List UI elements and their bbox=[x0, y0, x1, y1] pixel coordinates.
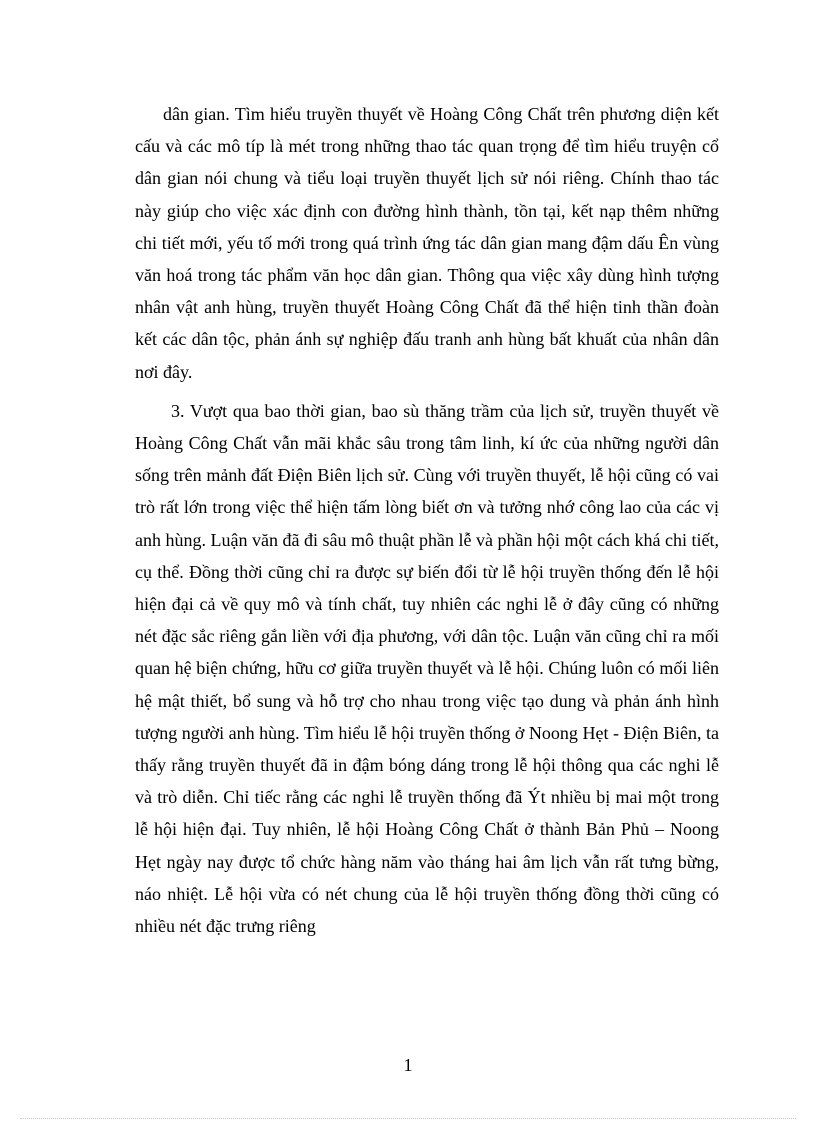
page-number: 1 bbox=[403, 1055, 413, 1075]
paragraph-point-3: 3. Vượt qua bao thời gian, bao sù thăng trầm của lịch sử, truyền thuyết về Hoàng Công Chất vẫn mãi khắc sâu trong tâm linh, kí ức của những người dân sống trên mảnh đất Điện Biên lịch sử. Cùng với truyền thuyết, lễ hội cũng có vai trò rất lớn trong việc thể hiện tấm lòng biết ơn và tưởng nhớ công lao của các vị anh hùng. Luận văn đã đi sâu mô thuật phần lễ và phần hội một cách khá chi tiết, cụ thể. Đồng thời cũng chỉ ra được sự biến đổi từ lễ hội truyền thống đến lễ hội hiện đại cả về quy mô và tính chất, tuy nhiên các nghi lễ ở đây cũng có những nét đặc sắc riêng gắn liền với địa phương, với dân tộc. Luận văn cũng chỉ ra mối quan hệ biện chứng, hữu cơ giữa truyền thuyết và lễ hội. Chúng luôn có mối liên hệ mật thiết, bổ sung và hỗ trợ cho nhau trong việc tạo dung và phản ánh hình tượng người anh hùng. Tìm hiểu lễ hội truyền thống ở Noong Hẹt - Điện Biên, ta thấy rằng truyền thuyết đã in đậm bóng dáng trong lễ hội thông qua các nghi lễ và trò diễn. Chỉ tiếc rằng các nghi lễ truyền thống đã Ýt nhiều bị mai một trong lễ hội hiện đại. Tuy nhiên, lễ hội Hoàng Công Chất ở thành Bản Phủ – Noong Hẹt ngày nay được tổ chức hàng năm vào tháng hai âm lịch vẫn rất tưng bừng, náo nhiệt. Lễ hội vừa có nét chung của lễ hội truyền thống đồng thời cũng có nhiều nét đặc trưng riêng bbox=[135, 400, 719, 937]
paragraph-continuation: dân gian. Tìm hiểu truyền thuyết về Hoàng Công Chất trên phương diện kết cấu và các mô típ là mét trong những thao tác quan trọng để tìm hiểu truyện cổ dân gian nói chung và tiểu loại truyền thuyết lịch sử nói riêng. Chính thao tác này giúp cho việc xác định con đường hình thành, tồn tại, kết nạp thêm những chi tiết mới, yếu tố mới trong quá trình ứng tác dân gian mang đậm dấu Ên vùng văn hoá trong tác phẩm văn học dân gian. Thông qua việc xây dùng hình tượng nhân vật anh hùng, truyền thuyết Hoàng Công Chất đã thể hiện tinh thần đoàn kết các dân tộc, phản ánh sự nghiệp đấu tranh anh hùng bất khuất của nhân dân nơi đây. bbox=[135, 104, 719, 382]
page-bottom-border bbox=[20, 1118, 796, 1119]
body-text bbox=[135, 98, 719, 942]
